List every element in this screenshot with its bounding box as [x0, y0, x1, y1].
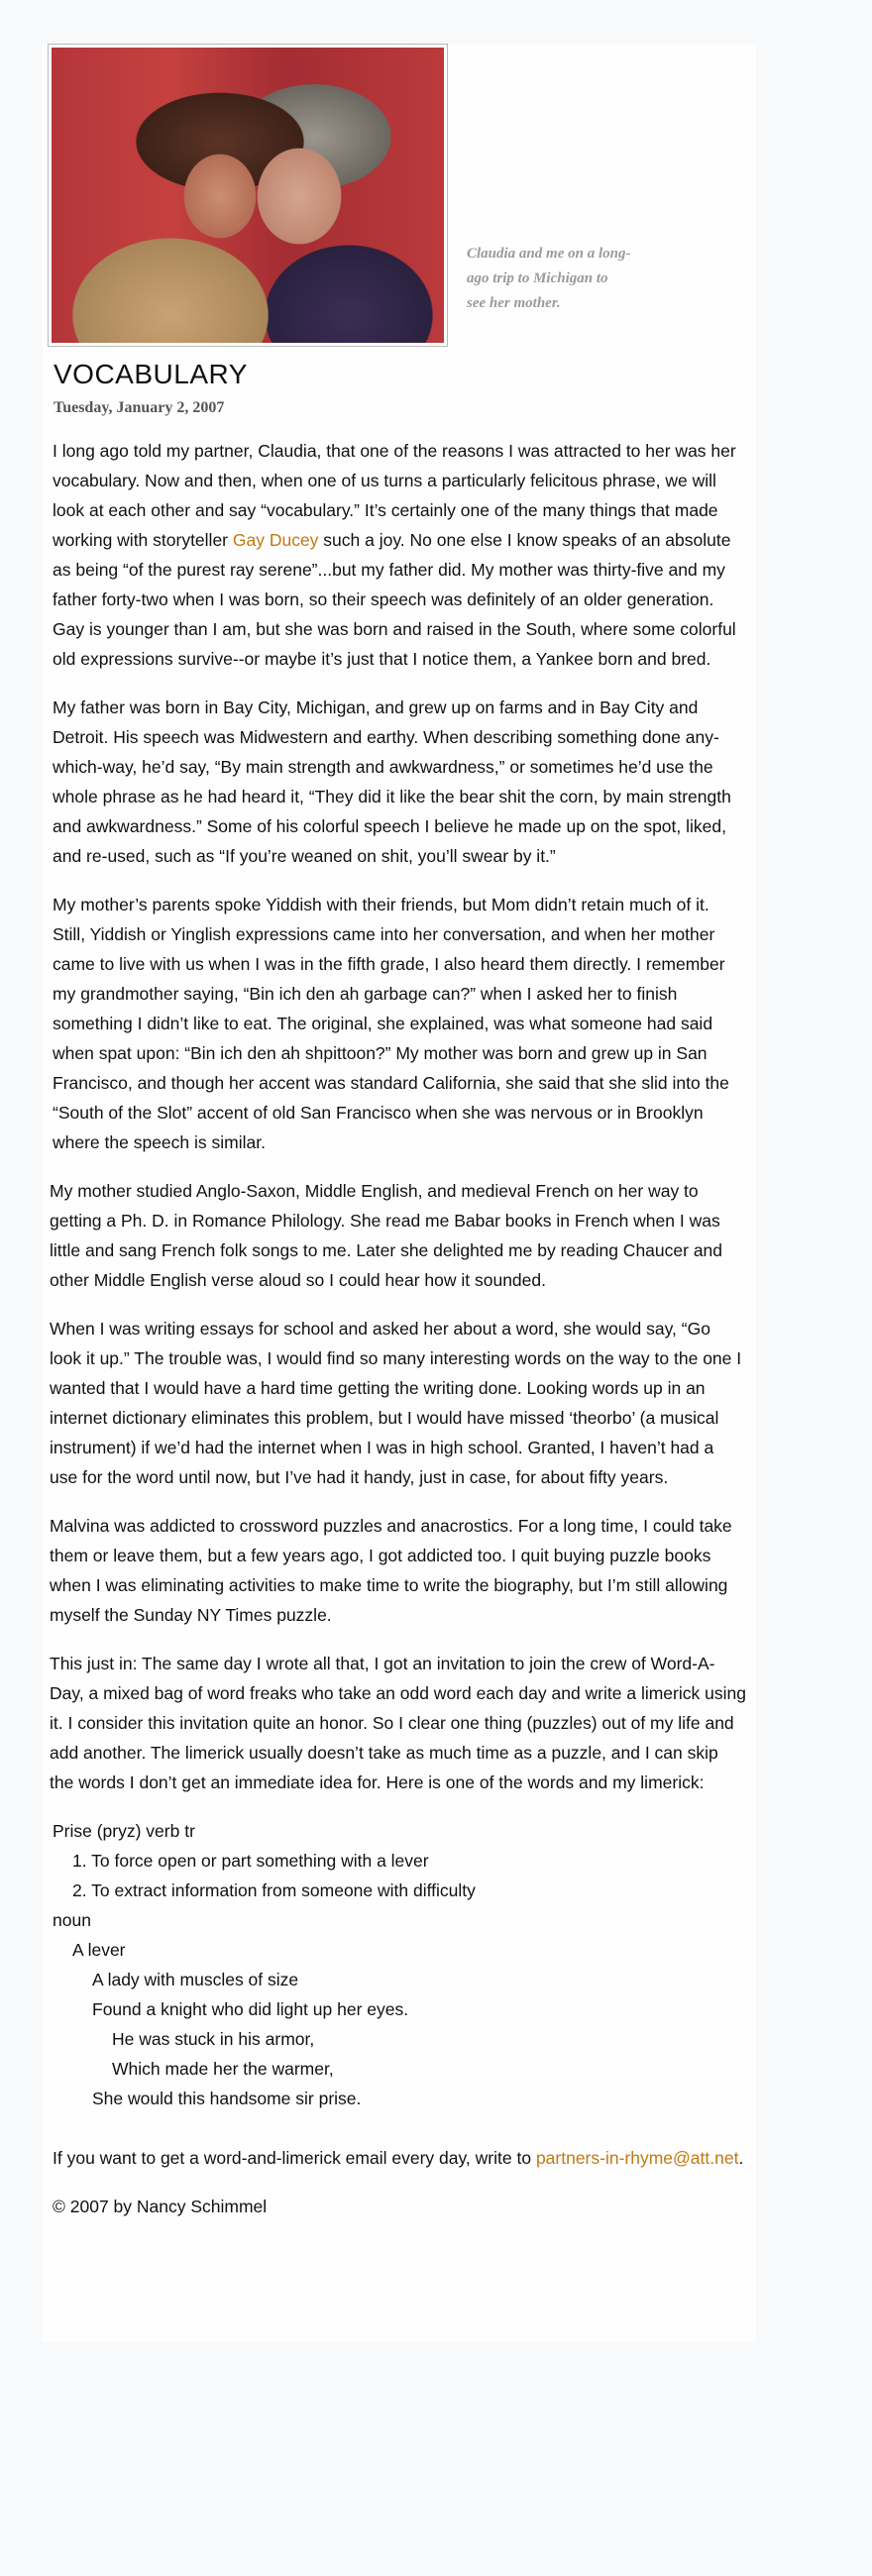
limerick-line: A lady with muscles of size	[92, 1970, 299, 1989]
closing-paragraph	[53, 2143, 746, 2173]
photo-caption	[467, 242, 665, 316]
closing-text: If you want to get a word-and-limerick email every day, write to	[53, 2148, 536, 2168]
definition: 1. To force open or part something with a lever	[72, 1851, 429, 1871]
post-body	[50, 436, 746, 2240]
caption-line: see her mother.	[467, 295, 561, 311]
gay-ducey-link[interactable]: Gay Ducey	[232, 530, 319, 550]
limerick-line: Which made her the warmer,	[112, 2059, 334, 2079]
limerick-line: She would this handsome sir prise.	[92, 2089, 362, 2108]
email-link[interactable]: partners-in-rhyme@att.net	[535, 2148, 739, 2168]
photo-claudia-and-author	[52, 48, 444, 343]
limerick-line: He was stuck in his armor,	[112, 2029, 315, 2049]
caption-line: Claudia and me on a long-	[467, 246, 631, 262]
post-date: Tuesday, January 2, 2007	[54, 399, 225, 416]
paragraph: My mother studied Anglo-Saxon, Middle English, and medieval French on her way to getting a Ph. D. in Romance Philology. She read me Babar books in French when I was little and sang French folk songs to me. Later she delighted me by reading Chaucer and other Middle English verse aloud so I could hear how it sounded.	[50, 1181, 723, 1290]
definition: 2. To extract information from someone with difficulty	[72, 1880, 476, 1900]
paragraph: My father was born in Bay City, Michigan, and grew up on farms and in Bay City and Detroit. His speech was Midwestern and earthy. When describing something done any-which-way, he’d say, “By main strength and awkwardness,” or sometimes he’d use the whole phrase as he had heard it, “They did it like the bear shit the corn, by main strength and awkwardness.” Some of his colorful speech I believe he made up on the spot, liked, and re-used, such as “If you’re weaned on shit, you’ll swear by it.”	[53, 698, 731, 866]
paragraph: When I was writing essays for school and asked her about a word, she would say, “Go look it up.” The trouble was, I would find so many interesting words on the way to the one I wanted that I would have a hard time getting the writing done. Looking words up in an internet dictionary eliminates this problem, but I would have missed ‘theorbo’ (a musical instrument) if we’d had the internet when I was in high school. Granted, I haven’t had a use for the word until now, but I’ve had it handy, just in case, for about fifty years.	[50, 1319, 742, 1487]
caption-line: ago trip to Michigan to	[467, 270, 608, 286]
limerick	[53, 1816, 746, 2113]
paragraph: My mother’s parents spoke Yiddish with their friends, but Mom didn’t retain much of it. Still, Yiddish or Yinglish expressions came into her conversation, and when her mother came to live with us when I was in the fifth grade, I also heard them directly. I remember my grandmother saying, “Bin ich den ah garbage can?” when I asked her to finish something I didn’t like to eat. The original, she explained, was what someone had said when spat upon: “Bin ich den ah shpittoon?” My mother was born and grew up in San Francisco, and though her accent was standard California, she said that she slid into the “South of the Slot” accent of old San Francisco when she was nervous or in Brooklyn where the speech is similar.	[53, 895, 729, 1152]
paragraph: Malvina was addicted to crossword puzzles and anacrostics. For a long time, I could take them or leave them, but a few years ago, I got addicted too. I quit buying puzzle books when I was eliminating activities to make time to write the biography, but I’m still allowing myself the Sunday NY Times puzzle.	[50, 1516, 732, 1625]
paragraph	[53, 436, 746, 674]
definition: A lever	[72, 1940, 126, 1960]
part-of-speech: noun	[53, 1910, 91, 1930]
post-title: VOCABULARY	[54, 359, 248, 389]
paragraph-text: I long ago told my partner, Claudia, that one of the reasons I was attracted to her was her vocabulary. Now and then, when one of us turns a particularly felicitous phrase, we will look at each other and say “vocabulary.” It’s certainly one of the many things that made working with storyteller	[53, 441, 736, 550]
closing-punct: .	[738, 2148, 744, 2168]
paragraph-text: such a joy. No one else I know speaks of an absolute as being “of the purest ray serene”...but my father did. My mother was thirty-five and my father forty-two when I was born, so their speech was definitely of an older generation. Gay is younger than I am, but she was born and raised in the South, where some colorful old expressions survive--or maybe it’s just that I notice them, a Yankee born and bred.	[53, 530, 736, 669]
headword: Prise (pryz) verb tr	[53, 1821, 195, 1841]
photo-frame	[48, 44, 448, 347]
paragraph: This just in: The same day I wrote all that, I got an invitation to join the crew of Word-A-Day, a mixed bag of word freaks who take an odd word each day and write a limerick using it. I consider this invitation quite an honor. So I clear one thing (puzzles) out of my life and add another. The limerick usually doesn’t take as much time as a puzzle, and I can skip the words I don’t get an immediate idea for. Here is one of the words and my limerick:	[50, 1654, 746, 1792]
limerick-line: Found a knight who did light up her eyes.	[92, 1999, 409, 2019]
copyright: © 2007 by Nancy Schimmel	[53, 2197, 268, 2216]
